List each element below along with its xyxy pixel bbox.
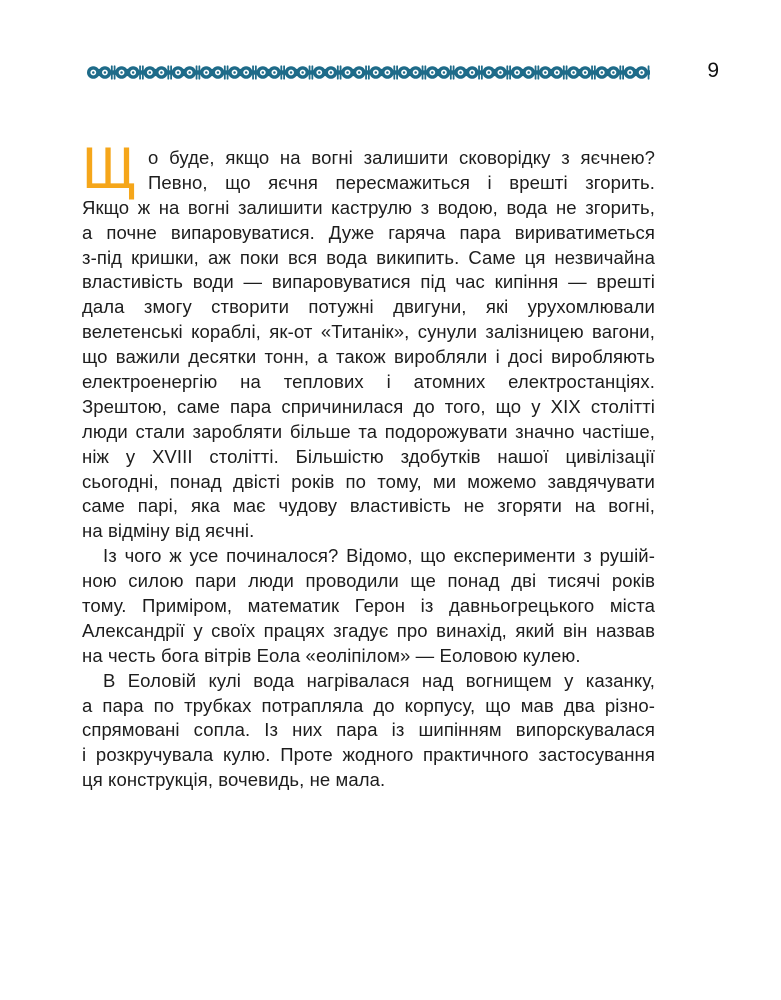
text-line: Зрештою, саме пара спричинилася до того, що у XIX столітті xyxy=(82,395,655,417)
paragraph xyxy=(82,136,655,544)
text-line: властивість води — випаровуватися під час кипіння — врешті xyxy=(82,271,655,293)
text-line: а почне випаровуватися. Дуже гаряча пара вириватиметься xyxy=(82,221,655,243)
text-line: на відміну від яєчні. xyxy=(82,520,255,542)
text-line: люди стали заробляти більше та подорожувати значно частіше, xyxy=(82,420,655,442)
text-line: Певно, що яєчня пересмажиться і врешті згорить. xyxy=(148,171,655,193)
text-line: і розкручувала кулю. Проте жодного практичного застосування xyxy=(82,744,655,766)
text-line: ною силою пари люди проводили ще понад дві тисячі років xyxy=(82,570,655,592)
page-header xyxy=(0,0,781,110)
text-line: ця конструкція, вочевидь, не мала. xyxy=(82,769,386,791)
text-line: Із чого ж усе починалося? Відомо, що експерименти з рушій- xyxy=(103,545,655,567)
text-line: ніж у XVIII столітті. Більшістю здобутків нашої цивілізації xyxy=(82,445,655,467)
page-number: 9 xyxy=(707,59,719,82)
text-line: а пара по трубках потрапляла до корпусу, що мав два різно- xyxy=(82,694,655,716)
paragraph xyxy=(82,544,655,668)
text-line: Якщо ж на вогні залишити каструлю з водою, вода не згорить, xyxy=(82,196,655,218)
text-line: електроенергію на теплових і атомних електростанціях. xyxy=(82,371,655,393)
bicycle-chain-ornament xyxy=(85,63,650,82)
text-line: тому. Приміром, математик Герон із давньогрецького міста xyxy=(82,595,655,617)
text-line: спрямовані сопла. Із них пара із шипінням випорскувалася xyxy=(82,719,655,741)
text-line: сьогодні, понад двісті років по тому, ми можемо завдячувати xyxy=(82,470,655,492)
text-line: саме парі, яка має чудову властивість не згоряти на вогні, xyxy=(82,495,655,517)
paragraph xyxy=(82,669,655,793)
text-line: на честь бога вітрів Еола «еоліпілом» — Еоловою кулею. xyxy=(82,644,581,666)
dropcap-letter: Щ xyxy=(82,136,137,201)
text-line: що важили десятки тонн, а також виробляли і досі виробляють xyxy=(82,346,655,368)
text-line: дала змогу створити потужні двигуни, які урухомлювали xyxy=(82,296,655,318)
text-line: з-під кришки, аж поки вся вода википить. Саме ця незвичайна xyxy=(82,246,655,268)
text-line: велетенські кораблі, як-от «Титанік», сунули залізницею вагони, xyxy=(82,321,655,343)
text-line: о буде, якщо на вогні залишити сковорідку з яєчнею? xyxy=(148,147,655,168)
text-line: Александрії у своїх працях згадує про винахід, який він назвав xyxy=(82,619,655,641)
body-text xyxy=(82,136,655,793)
text-line: В Еоловій кулі вода нагрівалася над вогнищем у казанку, xyxy=(103,669,655,691)
